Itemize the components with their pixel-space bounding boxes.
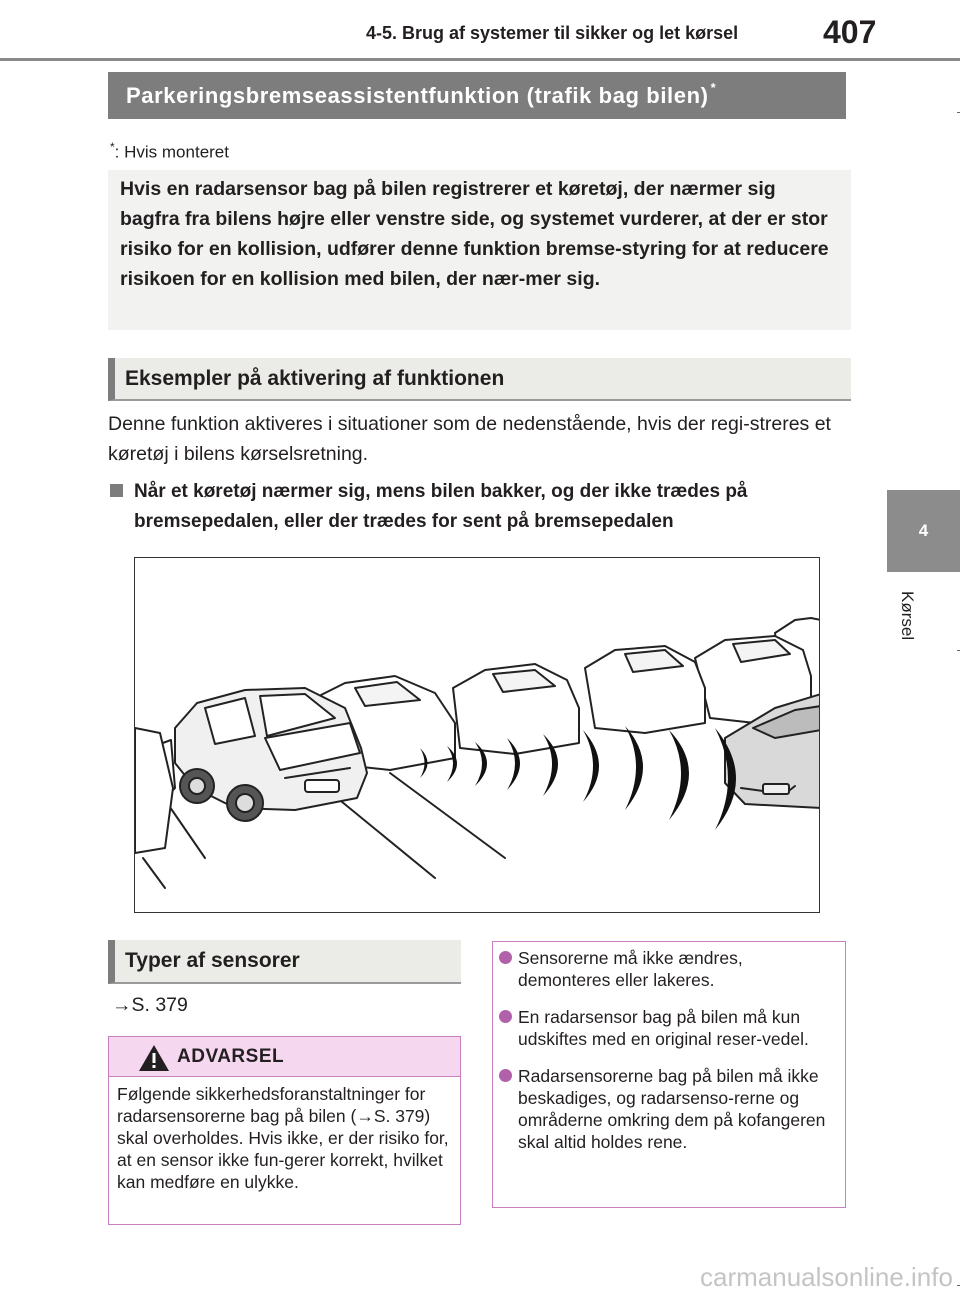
page-title-bar xyxy=(108,72,846,119)
page-number: 407 xyxy=(823,14,877,50)
notes-box xyxy=(492,941,846,1208)
rear-cross-traffic-illustration xyxy=(134,557,820,913)
parking-lot-drawing xyxy=(135,558,820,913)
examples-bullet-text: Når et køretøj nærmer sig, mens bilen bakker, og der ikke trædes på bremsepedalen, eller der trædes for sent på bremsepedalen xyxy=(134,481,748,532)
bullet-dot-icon xyxy=(499,1069,512,1082)
warning-title: ADVARSEL xyxy=(177,1046,285,1067)
header-section-title: 4-5. Brug af systemer til sikker og let kørsel xyxy=(366,23,739,43)
chapter-label: Kørsel xyxy=(898,591,917,641)
warning-triangle-icon xyxy=(137,1043,171,1073)
section-heading-examples xyxy=(108,358,851,401)
footnote-marker: * xyxy=(110,140,115,154)
intro-box xyxy=(108,170,851,330)
list-item xyxy=(499,1065,839,1153)
bullet-dot-icon xyxy=(499,951,512,964)
page-reference-link[interactable]: →S. 379 xyxy=(112,994,188,1016)
note-text: Sensorerne må ikke ændres, demonteres eller lakeres. xyxy=(518,948,743,990)
title-asterisk: * xyxy=(710,80,717,95)
warning-text: Følgende sikkerhedsforanstaltninger for radarsensorerne bag på bilen (→S. 379) skal overholdes. Hvis ikke, er der risiko for, at en sensor ikke fun-gerer korrekt, hvilket kan medføre en ulykke. xyxy=(117,1084,449,1192)
chapter-tab[interactable] xyxy=(887,490,960,572)
header-rule xyxy=(0,58,960,61)
footnote xyxy=(110,140,229,163)
section-heading-text: Eksempler på aktivering af funktionen xyxy=(125,366,505,390)
bullet-dot-icon xyxy=(499,1010,512,1023)
examples-body-text: Denne funktion aktiveres i situationer som de nedenstående, hvis der regi-streres et køretøj i bilens kørselsretning. xyxy=(108,413,831,465)
list-item xyxy=(499,947,839,991)
section-heading-text: Typer af sensorer xyxy=(125,949,300,972)
note-text: En radarsensor bag på bilen må kun udskiftes med en original reser-vedel. xyxy=(518,1007,809,1049)
section-heading-sensors xyxy=(108,940,461,984)
warning-header xyxy=(109,1037,460,1077)
footnote-text: : Hvis monteret xyxy=(114,142,229,162)
chapter-number: 4 xyxy=(918,521,929,540)
intro-text: Hvis en radarsensor bag på bilen registrerer et køretøj, der nærmer sig bagfra fra bilens højre eller venstre side, og systemet vurderer, at der er stor risiko for en kollision, udfører denne funktion bremse-styring for at reducere risikoen for en kollision med bilen, der nær-mer sig. xyxy=(120,178,829,290)
list-item xyxy=(499,1006,839,1050)
note-text: Radarsensorerne bag på bilen må ikke beskadiges, og radarsenso-rerne og områderne omkring dem på kofangeren skal altid holdes rene. xyxy=(518,1066,826,1152)
warning-box xyxy=(108,1036,461,1225)
square-bullet-icon xyxy=(110,484,123,497)
page-title: Parkeringsbremseassistentfunktion (trafik bag bilen) xyxy=(126,82,709,108)
watermark: carmanualsonline.info xyxy=(700,1262,953,1292)
